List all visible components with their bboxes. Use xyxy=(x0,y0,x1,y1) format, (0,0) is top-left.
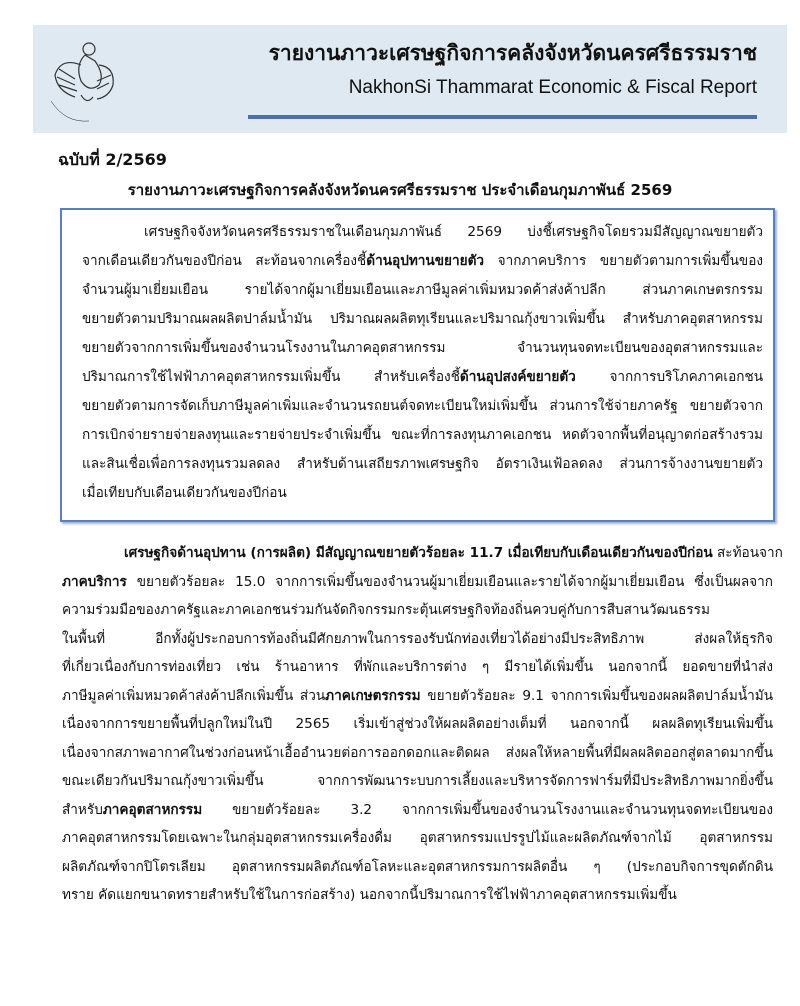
text-line xyxy=(62,855,773,884)
text-segment: จากการบริโภคภาคเอกชน xyxy=(575,369,763,385)
text-segment: การเบิกจ่ายรายจ่ายลงทุนและรายจ่ายประจำเพิ่มขึ้น ขณะที่การลงทุนภาคเอกชน หดตัวจากพื้นที่อนุญาตก่อสร้างรวม xyxy=(82,427,763,443)
text-segment: ขยายตัวร้อยละ 3.2 จากการเพิ่มขึ้นของจำนวนโรงงานและจำนวนทุนจดทะเบียนของ xyxy=(202,801,773,818)
text-line xyxy=(82,394,763,423)
text-segment: ขณะเดียวกันปริมาณกุ้งขาวเพิ่มขึ้น จากการพัฒนาระบบการเลี้ยงและบริหารจัดการฟาร์มที่มีประสิทธิภาพมากยิ่งขึ้น xyxy=(62,773,773,789)
text-line xyxy=(62,798,773,827)
report-title-english: NakhonSi Thammarat Economic & Fiscal Report xyxy=(348,77,757,98)
text-line xyxy=(62,570,773,599)
report-title-thai: รายงานภาวะเศรษฐกิจการคลังจังหวัดนครศรีธรรมราช xyxy=(268,41,757,65)
text-line xyxy=(62,826,773,855)
text-segment: เนื่องจากสภาพอากาศในช่วงก่อนหน้าเอื้ออำนวยต่อการออกดอกและติดผล ส่งผลให้หลายพื้นที่มีผลผลิตออกสู่ตลาดมากขึ้น xyxy=(62,744,773,761)
issue-number: ฉบับที่ 2/2569 xyxy=(58,150,167,169)
text-line xyxy=(62,741,773,770)
text-line xyxy=(62,684,773,713)
text-segment: จากภาคบริการ ขยายตัวตามการเพิ่มขึ้นของ xyxy=(484,253,763,269)
bold-text-segment: เศรษฐกิจด้านอุปทาน (การผลิต) มีสัญญาณขยายตัวร้อยละ 11.7 เมื่อเทียบกับเดือนเดียวกันของปีก่อน xyxy=(124,545,713,561)
text-segment: จำนวนผู้มาเยี่ยมเยือน รายได้จากผู้มาเยี่ยมเยือนและภาษีมูลค่าเพิ่มหมวดค้าส่งค้าปลีก ส่วนภาคเกษตรกรรม xyxy=(82,282,763,298)
text-segment: และสินเชื่อเพื่อการลงทุนรวมลดลง สำหรับด้านเสถียรภาพเศรษฐกิจ อัตราเงินเฟ้อลดลง ส่วนการจ้างงานขยายตัว xyxy=(82,456,763,472)
text-segment: เมื่อเทียบกับเดือนเดียวกันของปีก่อน xyxy=(82,485,287,501)
text-segment: ทราย คัดแยกขนาดทรายสำหรับใช้ในการก่อสร้าง) นอกจากนี้ปริมาณการใช้ไฟฟ้าภาคอุตสาหกรรมเพิ่มขึ้น xyxy=(62,887,677,903)
text-line xyxy=(82,307,763,336)
text-line xyxy=(82,423,763,452)
text-segment: ปริมาณการใช้ไฟฟ้าภาคอุตสาหกรรมเพิ่มขึ้น สำหรับเครื่องชี้ xyxy=(82,369,460,385)
text-line xyxy=(82,278,763,307)
text-line xyxy=(62,627,773,656)
summary-box xyxy=(60,208,775,522)
text-segment: เศรษฐกิจจังหวัดนครศรีธรรมราชในเดือนกุมภาพันธ์ 2569 บ่งชี้เศรษฐกิจโดยรวมมีสัญญาณขยายตัว xyxy=(144,224,763,240)
text-line xyxy=(82,452,763,481)
comptroller-general-logo xyxy=(45,35,121,125)
text-segment: ขยายตัวร้อยละ 9.1 จากการเพิ่มขึ้นของผลผลิตปาล์มน้ำมัน xyxy=(420,687,774,704)
supply-side-paragraph xyxy=(62,541,783,912)
text-segment: ภาษีมูลค่าเพิ่มหมวดค้าส่งค้าปลีกเพิ่มขึ้น ส่วน xyxy=(62,687,326,704)
text-line xyxy=(62,655,773,684)
text-segment: ขยายตัวตามการจัดเก็บภาษีมูลค่าเพิ่มและจำนวนรถยนต์จดทะเบียนใหม่เพิ่มขึ้น ส่วนการใช้จ่ายภาครัฐ ขยายตัวจาก xyxy=(82,398,763,414)
report-heading: รายงานภาวะเศรษฐกิจการคลังจังหวัดนครศรีธรรมราช ประจำเดือนกุมภาพันธ์ 2569 xyxy=(127,181,673,199)
text-segment: ผลิตภัณฑ์จากปิโตรเลียม อุตสาหกรรมผลิตภัณฑ์อโลหะและอุตสาหกรรมการผลิตอื่น ๆ (ประกอบกิจการขุดตักดิน xyxy=(62,858,773,875)
bold-text-segment: ภาคเกษตรกรรม xyxy=(325,687,421,704)
summary-paragraph xyxy=(82,220,763,510)
text-line xyxy=(82,249,763,278)
text-segment: ขยายตัวตามปริมาณผลผลิตปาล์มน้ำมัน ปริมาณผลผลิตทุเรียนและปริมาณกุ้งขาวเพิ่มขึ้น สำหรับภาคอุตสาหกรรม xyxy=(82,311,763,327)
text-segment: จากเดือนเดียวกันของปีก่อน สะท้อนจากเครื่องชี้ xyxy=(82,253,367,269)
text-segment: ความร่วมมือของภาครัฐและภาคเอกชนร่วมกันจัดกิจกรรมกระตุ้นเศรษฐกิจท้องถิ่นควบคู่กับการสืบสานวัฒนธรรม xyxy=(62,602,710,618)
text-line xyxy=(62,712,773,741)
text-segment: สำหรับ xyxy=(62,801,103,818)
text-line xyxy=(82,365,763,394)
text-segment: ที่เกี่ยวเนื่องกับการท่องเที่ยว เช่น ร้านอาหาร ที่พักและบริการต่าง ๆ มีรายได้เพิ่มขึ้น นอกจากนี้ ยอดขายที่นำส่ง xyxy=(62,659,773,675)
text-segment: เนื่องจากการขยายพื้นที่ปลูกใหม่ในปี 2565 เริ่มเข้าสู่ช่วงให้ผลผลิตอย่างเต็มที่ นอกจากนี้ ผลผลิตทุเรียนเพิ่มขึ้น xyxy=(62,716,773,732)
text-line xyxy=(82,220,763,249)
bold-text-segment: ภาคอุตสาหกรรม xyxy=(102,801,203,818)
text-segment: สะท้อนจาก xyxy=(712,545,783,561)
text-segment: ขยายตัวจากการเพิ่มขึ้นของจำนวนโรงงานในภาคอุตสาหกรรม จำนวนทุนจดทะเบียนของอุตสาหกรรมและ xyxy=(82,340,763,356)
text-line xyxy=(62,598,773,627)
header-divider xyxy=(248,115,757,119)
text-line xyxy=(82,336,763,365)
bold-text-segment: ด้านอุปทานขยายตัว xyxy=(366,253,485,269)
bold-text-segment: ด้านอุปสงค์ขยายตัว xyxy=(459,369,576,385)
text-line xyxy=(62,769,773,798)
report-header xyxy=(33,25,787,133)
text-segment: ในพื้นที่ อีกทั้งผู้ประกอบการท้องถิ่นมีศักยภาพในการรองรับนักท่องเที่ยวได้อย่างมีประสิทธิภาพ ส่งผลให้ธุรกิจ xyxy=(62,630,773,647)
bold-text-segment: ภาคบริการ xyxy=(62,573,127,590)
text-line xyxy=(62,541,783,570)
text-segment: ขยายตัวร้อยละ 15.0 จากการเพิ่มขึ้นของจำนวนผู้มาเยี่ยมเยือนและรายได้จากผู้มาเยี่ยมเยือน ซึ่งเป็นผลจาก xyxy=(126,573,773,590)
text-line xyxy=(82,481,763,510)
text-line xyxy=(62,883,773,912)
text-segment: ภาคอุตสาหกรรมโดยเฉพาะในกลุ่มอุตสาหกรรมเครื่องดื่ม อุตสาหกรรมแปรรูปไม้และผลิตภัณฑ์จากไม้ อุตสาหกรรม xyxy=(62,830,773,846)
